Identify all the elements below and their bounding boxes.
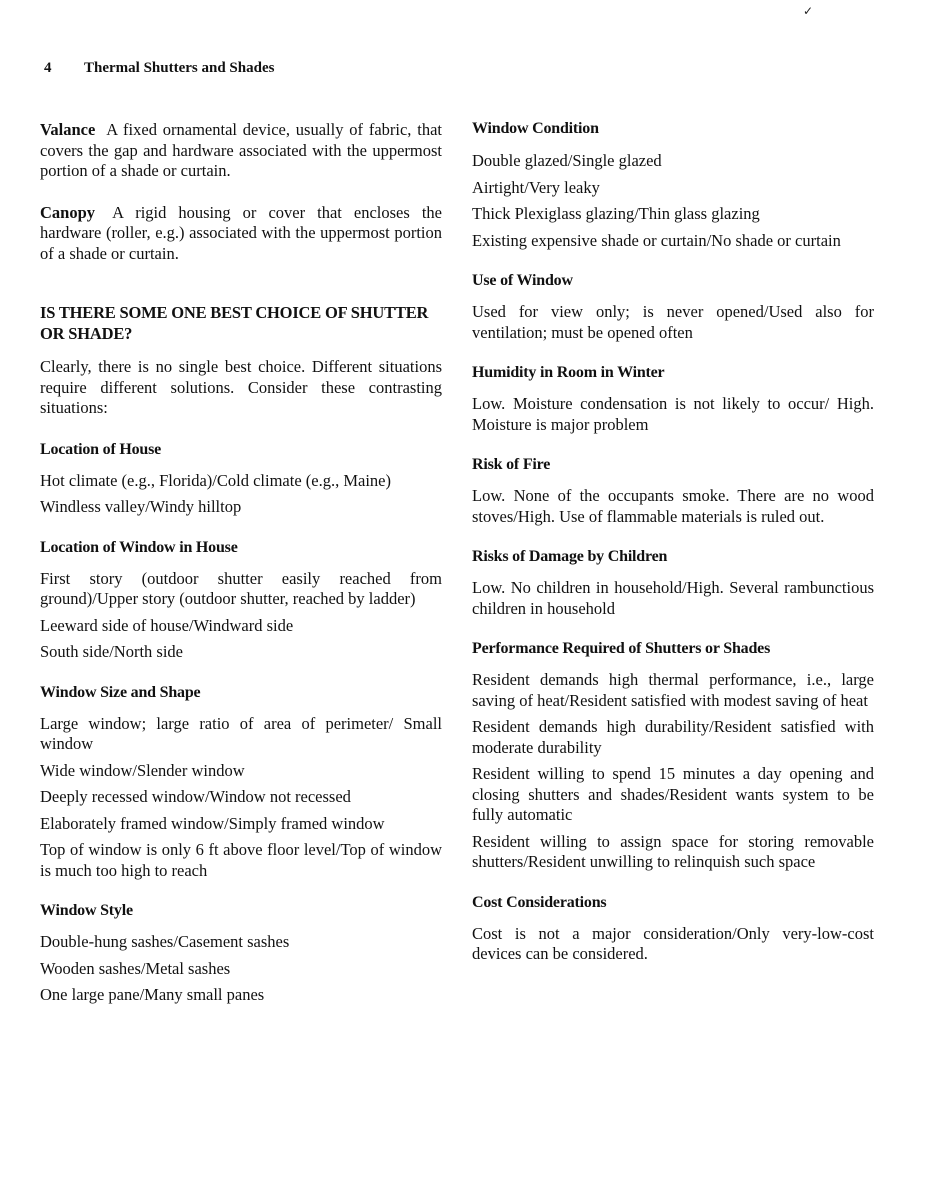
- contrast-item: One large pane/Many small panes: [40, 985, 265, 1004]
- subsection: [40, 538, 442, 663]
- contrast-list: [472, 486, 874, 527]
- subsection: [472, 363, 874, 435]
- contrast-item: Resident willing to spend 15 minutes a day opening and closing shutters and shades/Resident wants system to be fully automatic: [472, 764, 874, 824]
- subsection-title: Risks of Damage by Children: [472, 548, 668, 565]
- contrast-list: [472, 670, 874, 873]
- subsection: [472, 119, 874, 251]
- running-header: [44, 60, 274, 77]
- subsection: [472, 893, 874, 965]
- subsection-title: Window Style: [40, 902, 133, 919]
- contrast-list: [40, 932, 442, 1006]
- subsection: [472, 455, 874, 527]
- right-groups: [472, 119, 874, 965]
- contrast-list: [472, 924, 874, 965]
- subsection: [40, 901, 442, 1006]
- right-column: [472, 119, 874, 985]
- contrast-item: Resident demands high thermal performance, i.e., large saving of heat/Resident satisfied with modest saving of heat: [472, 670, 874, 710]
- subsection-title: Risk of Fire: [472, 456, 551, 473]
- page-number: 4: [44, 60, 52, 76]
- definition-text: A rigid housing or cover that encloses the hardware (roller, e.g.) associated with the uppermost portion of a shade or curtain.: [40, 202, 442, 263]
- contrast-item: Low. None of the occupants smoke. There are no wood stoves/High. Use of flammable materials is ruled out.: [472, 486, 874, 526]
- contrast-list: [472, 151, 874, 251]
- contrast-item: Existing expensive shade or curtain/No shade or curtain: [472, 230, 841, 250]
- definition-canopy: [40, 203, 442, 265]
- subsection-title: Use of Window: [472, 272, 573, 289]
- contrast-item: Resident willing to assign space for storing removable shutters/Resident unwilling to relinquish such space: [472, 831, 874, 871]
- contrast-item: Cost is not a major consideration/Only very-low-cost devices can be considered.: [472, 923, 874, 963]
- subsection-title: Location of Window in House: [40, 538, 238, 556]
- contrast-item: Wide window/Slender window: [40, 760, 245, 780]
- contrast-item: First story (outdoor shutter easily reached from ground)/Upper story (outdoor shutter, reached by ladder): [40, 568, 442, 608]
- subsection: [40, 440, 442, 518]
- contrast-list: [472, 578, 874, 619]
- subsection-title: Window Size and Shape: [40, 683, 201, 701]
- subsection: [472, 639, 874, 873]
- contrast-list: [40, 471, 442, 518]
- contrast-item: Thick Plexiglass glazing/Thin glass glazing: [472, 204, 760, 223]
- contrast-item: South side/North side: [40, 642, 183, 661]
- left-groups: [40, 440, 442, 1006]
- subsection: [40, 683, 442, 882]
- contrast-item: Double-hung sashes/Casement sashes: [40, 932, 290, 951]
- left-column: [40, 120, 442, 1026]
- contrast-list: [40, 714, 442, 882]
- contrast-item: Resident demands high durability/Resident satisfied with moderate durability: [472, 717, 874, 757]
- contrast-item: Airtight/Very leaky: [472, 177, 600, 197]
- subsection-title: Performance Required of Shutters or Shades: [472, 640, 771, 657]
- contrast-item: Used for view only; is never opened/Used also for ventilation; must be opened often: [472, 302, 874, 342]
- contrast-item: Elaborately framed window/Simply framed window: [40, 813, 385, 833]
- definition-text: A fixed ornamental device, usually of fabric, that covers the gap and hardware associated with the uppermost portion of a shade or curtain.: [40, 120, 442, 180]
- subsection-title: Cost Considerations: [472, 893, 607, 911]
- contrast-item: Low. No children in household/High. Several rambunctious children in household: [472, 578, 874, 618]
- subsection: [472, 547, 874, 619]
- contrast-item: Deeply recessed window/Window not recessed: [40, 787, 351, 806]
- contrast-item: Large window; large ratio of area of perimeter/ Small window: [40, 713, 442, 753]
- definition-valance: [40, 120, 442, 182]
- contrast-list: [40, 569, 442, 663]
- contrast-item: Double glazed/Single glazed: [472, 151, 662, 170]
- contrast-item: Low. Moisture condensation is not likely to occur/ High. Moisture is major problem: [472, 394, 874, 434]
- definition-term: Valance: [40, 120, 96, 139]
- subsection: [472, 271, 874, 343]
- contrast-item: Hot climate (e.g., Florida)/Cold climate (e.g., Maine): [40, 470, 391, 490]
- subsection-title: Window Condition: [472, 120, 599, 137]
- contrast-item: Top of window is only 6 ft above floor level/Top of window is much too high to reach: [40, 840, 442, 880]
- section-intro: Clearly, there is no single best choice. Different situations require different solutions. Consider these contrasting situations:: [40, 357, 442, 417]
- section-heading: IS THERE SOME ONE BEST CHOICE OF SHUTTER OR SHADE?: [40, 303, 429, 343]
- contrast-list: [472, 302, 874, 343]
- contrast-item: Leeward side of house/Windward side: [40, 615, 294, 635]
- contrast-list: [472, 394, 874, 435]
- contrast-item: Wooden sashes/Metal sashes: [40, 958, 231, 978]
- check-mark-icon: ✓: [803, 4, 814, 18]
- running-title: Thermal Shutters and Shades: [84, 60, 275, 76]
- contrast-item: Windless valley/Windy hilltop: [40, 497, 242, 516]
- subsection-title: Location of House: [40, 440, 162, 458]
- subsection-title: Humidity in Room in Winter: [472, 364, 665, 381]
- definition-term: Canopy: [40, 202, 96, 222]
